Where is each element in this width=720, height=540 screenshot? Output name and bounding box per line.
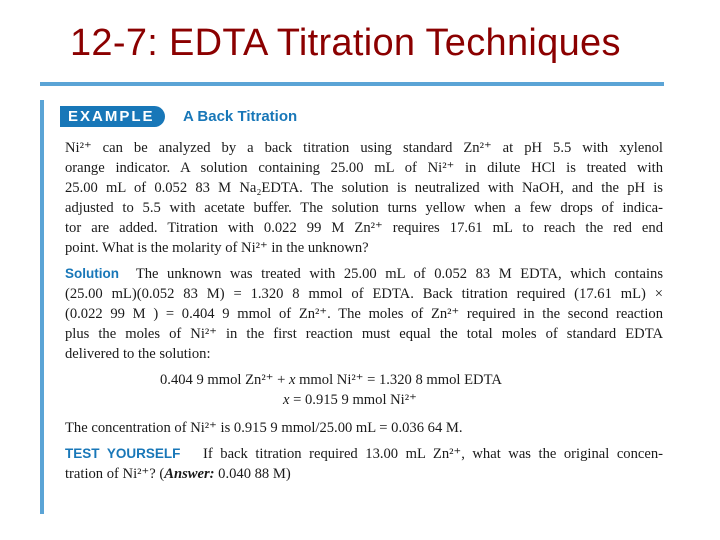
solution-label: Solution xyxy=(65,266,119,281)
left-margin-bar xyxy=(40,100,44,514)
test-first-line xyxy=(65,444,663,464)
solution-line: delivered to the solution: xyxy=(65,346,211,362)
solution-line: (25.00 mL)(0.052 83 M) = 1.320 8 mmol of EDTA. Back titration required (17.61 mL) × xyxy=(65,286,663,302)
equation-1-rhs: mmol Ni²⁺ = 1.320 8 mmol EDTA xyxy=(295,372,502,388)
equation-1-variable: x xyxy=(288,372,296,388)
answer-label: Answer: xyxy=(164,466,215,482)
equation-block xyxy=(65,370,663,410)
equation-2-variable: x xyxy=(283,392,290,408)
problem-line: orange indicator. A solution containing 25.00 mL of Ni²⁺ in dilute HCl is treated with xyxy=(65,160,663,176)
example-body xyxy=(65,138,663,490)
test-yourself-section xyxy=(65,444,663,484)
test-line: If back titration required 13.00 mL Zn²⁺, what was the original concen- xyxy=(203,446,663,462)
problem-line: 25.00 mL of 0.052 83 M Na₂EDTA. The solution is neutralized with NaOH, and the pH is xyxy=(65,180,663,196)
conclusion-line: The concentration of Ni²⁺ is 0.915 9 mmol/25.00 mL = 0.036 64 M. xyxy=(65,420,463,436)
problem-line: Ni²⁺ can be analyzed by a back titration using standard Zn²⁺ at pH 5.5 with xylenol xyxy=(65,140,663,156)
problem-statement xyxy=(65,138,663,258)
equation-2-rhs: = 0.915 9 mmol Ni²⁺ xyxy=(289,392,417,408)
example-header xyxy=(60,106,297,128)
answer-value: 0.040 88 M) xyxy=(214,466,291,482)
solution-line: (0.022 99 M ) = 0.404 9 mmol of Zn²⁺. The moles of Zn²⁺ required in the second reaction xyxy=(65,306,663,322)
problem-line: tor are added. Titration with 0.022 99 M Zn²⁺ requires 17.61 mL to reach the red end xyxy=(65,220,663,236)
equation-1 xyxy=(65,370,663,390)
equation-1-lhs: 0.404 9 mmol Zn²⁺ + xyxy=(160,372,289,388)
solution-line: plus the moles of Ni²⁺ in the first reaction must equal the total moles of standard EDTA xyxy=(65,326,663,342)
slide-title: 12-7: EDTA Titration Techniques xyxy=(70,22,621,64)
test-line-start: tration of Ni²⁺? ( xyxy=(65,466,165,482)
solution-section xyxy=(65,264,663,364)
problem-line: adjusted to 5.5 with acetate buffer. The solution turns yellow when a few drops of indica- xyxy=(65,200,663,216)
equation-2 xyxy=(65,390,663,410)
example-tag: EXAMPLE xyxy=(60,106,165,127)
title-divider xyxy=(40,82,664,86)
test-yourself-label: TEST YOURSELF xyxy=(65,446,181,461)
solution-first-line xyxy=(65,264,663,284)
solution-line: The unknown was treated with 25.00 mL of 0.052 83 M EDTA, which contains xyxy=(135,266,663,282)
problem-line: point. What is the molarity of Ni²⁺ in the unknown? xyxy=(65,240,369,256)
conclusion xyxy=(65,418,663,438)
example-title: A Back Titration xyxy=(182,108,298,125)
test-second-line xyxy=(65,464,663,484)
